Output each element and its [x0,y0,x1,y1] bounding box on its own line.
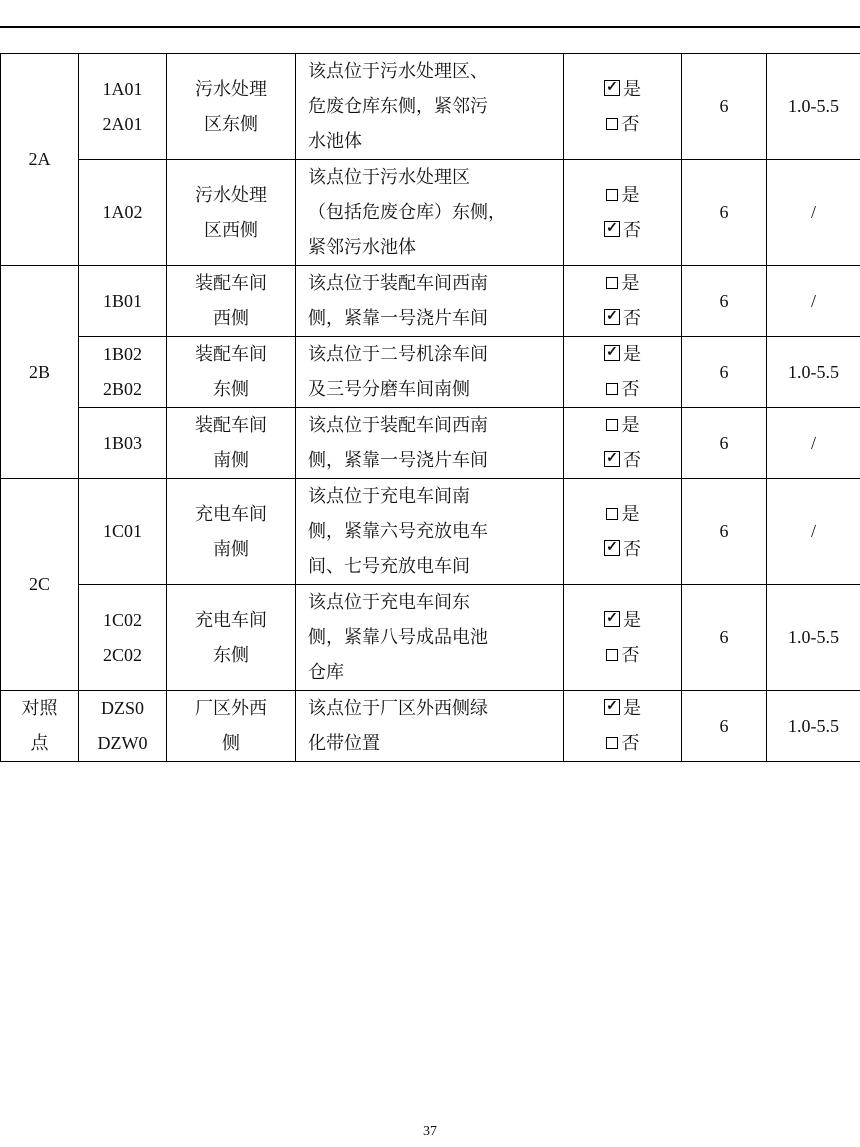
table-row [1,160,860,266]
empty-box-icon[interactable] [606,737,618,749]
yes-no-cell [564,54,682,160]
depth-range: 1.0-5.5 [788,361,839,382]
no-label: 否 [621,644,640,666]
point-code: 1B02 [102,344,142,364]
point-code-cell [79,337,167,408]
sample-count: 6 [719,627,729,647]
location-text: 厂区外西 [195,698,267,719]
point-code: DZS0 [100,698,144,718]
no-option[interactable] [564,532,681,567]
location-text: 侧 [222,733,240,754]
no-option[interactable] [564,107,681,142]
point-code-cell [79,54,167,160]
empty-box-icon[interactable] [606,419,618,431]
depth-cell [767,266,860,337]
point-code: 1C01 [102,521,142,541]
sample-count: 6 [719,521,729,541]
group-label: 对照 [21,698,58,719]
yes-option[interactable] [564,603,681,638]
location-text: 西侧 [213,308,249,329]
location-text: 装配车间 [195,273,267,294]
yes-option[interactable] [564,337,681,372]
no-label: 否 [623,219,641,241]
description-text: 侧，紧靠六号充放电车 [308,521,488,542]
yes-no-cell [564,408,682,479]
sample-count: 6 [719,202,729,222]
yes-label: 是 [621,415,640,436]
depth-range: 1.0-5.5 [788,715,839,736]
location-text: 南侧 [213,538,249,560]
description-text: 该点位于充电车间南 [308,486,470,507]
empty-box-icon[interactable] [606,649,618,661]
group-id-cell [1,691,79,762]
description-text: 间、七号充放电车间 [308,556,470,577]
group-id-cell [1,54,79,266]
location-text: 区西侧 [204,219,258,241]
no-option[interactable] [564,638,681,673]
location-text: 污水处理 [195,184,267,206]
description-text: 该点位于装配车间西南 [308,415,488,436]
group-id-cell [1,479,79,691]
sampling-point-table [0,53,860,762]
no-label: 否 [621,733,640,754]
location-text: 充电车间 [195,609,267,631]
point-code: DZW0 [97,733,148,753]
table-row [1,54,860,160]
point-code: 1C02 [102,609,142,630]
sample-count-cell [682,54,767,160]
no-option[interactable] [564,372,681,407]
group-label: 点 [30,733,49,754]
depth-range: / [810,521,816,541]
checked-box-icon[interactable]: ✓ [604,540,620,556]
yes-label: 是 [623,344,641,365]
point-code-cell [79,691,167,762]
point-code: 2C02 [102,644,142,665]
sample-count-cell [682,691,767,762]
sample-count: 6 [719,715,729,736]
checked-box-icon[interactable]: ✓ [604,221,620,237]
location-cell [167,266,296,337]
yes-no-cell [564,585,682,691]
location-cell [167,479,296,585]
depth-cell [767,408,860,479]
sample-count-cell [682,160,767,266]
location-cell [167,408,296,479]
checked-box-icon[interactable]: ✓ [604,309,620,325]
yes-no-cell [564,337,682,408]
location-cell [167,691,296,762]
sample-count: 6 [719,96,729,116]
location-text: 装配车间 [195,415,267,436]
description-cell [296,408,564,479]
depth-cell [767,54,860,160]
point-code-cell [79,160,167,266]
yes-label: 是 [621,184,640,206]
empty-box-icon[interactable] [606,383,618,395]
location-text: 污水处理 [195,78,267,100]
description-text: 仓库 [308,662,344,683]
yes-option[interactable] [564,266,681,301]
sample-count: 6 [719,361,729,382]
empty-box-icon[interactable] [606,189,618,201]
empty-box-icon[interactable] [606,277,618,289]
point-code: 2A01 [102,113,143,134]
description-text: 侧，紧靠一号浇片车间 [308,450,488,471]
yes-label: 是 [621,273,640,294]
page-number: 37 [423,1124,437,1139]
empty-box-icon[interactable] [606,508,618,520]
depth-cell [767,337,860,408]
yes-label: 是 [623,698,641,719]
description-text: 侧，紧靠八号成品电池 [308,627,488,648]
depth-cell [767,160,860,266]
description-text: 紧邻污水池体 [308,237,416,258]
description-text: 该点位于充电车间东 [308,592,470,613]
checked-box-icon[interactable]: ✓ [604,80,620,96]
yes-option[interactable] [564,178,681,213]
description-text: 及三号分磨车间南侧 [308,379,470,400]
no-label: 否 [623,450,641,471]
point-code: 1B03 [102,432,142,453]
sample-count-cell [682,266,767,337]
sample-count-cell [682,479,767,585]
point-code: 1A01 [102,78,143,99]
location-cell [167,54,296,160]
location-text: 南侧 [213,450,249,471]
description-text: 该点位于二号机涂车间 [308,344,488,365]
table-row [1,266,860,337]
depth-range: / [810,432,816,453]
yes-no-cell [564,479,682,585]
no-label: 否 [623,308,641,329]
sample-count-cell [682,337,767,408]
sample-count-cell [682,585,767,691]
description-cell [296,266,564,337]
description-cell [296,479,564,585]
checked-box-icon[interactable]: ✓ [604,699,620,715]
checked-box-icon[interactable]: ✓ [604,345,620,361]
table-row [1,408,860,479]
sample-count: 6 [719,290,729,311]
yes-label: 是 [621,503,640,525]
location-cell [167,337,296,408]
empty-box-icon[interactable] [606,118,618,130]
location-cell [167,585,296,691]
no-option[interactable] [564,726,681,761]
depth-range: / [810,202,816,222]
description-cell [296,337,564,408]
yes-option[interactable] [564,408,681,443]
yes-no-cell [564,160,682,266]
description-text: 该点位于污水处理区 [308,167,470,188]
point-code: 1A02 [102,202,143,222]
depth-cell [767,691,860,762]
depth-range: 1.0-5.5 [788,96,839,116]
description-text: 化带位置 [308,733,380,754]
no-option[interactable] [564,443,681,478]
description-cell [296,160,564,266]
description-text: 该点位于装配车间西南 [308,273,488,294]
header-rule [0,26,860,28]
group-label: 2A [28,149,51,169]
table-row [1,337,860,408]
description-text: 危废仓库东侧，紧邻污 [308,96,488,117]
checked-box-icon[interactable]: ✓ [604,611,620,627]
depth-cell [767,479,860,585]
location-text: 装配车间 [195,344,267,365]
yes-no-cell [564,691,682,762]
description-text: 水池体 [308,131,362,152]
description-cell [296,691,564,762]
point-code: 2B02 [102,379,142,399]
group-id-cell [1,266,79,479]
table-row [1,585,860,691]
depth-cell [767,585,860,691]
location-cell [167,160,296,266]
table-row [1,691,860,762]
no-label: 否 [623,538,641,560]
group-label: 2B [28,361,50,382]
point-code-cell [79,585,167,691]
yes-option[interactable] [564,72,681,107]
yes-label: 是 [623,609,641,631]
point-code-cell [79,479,167,585]
group-label: 2C [28,574,50,594]
checked-box-icon[interactable]: ✓ [604,451,620,467]
depth-range: / [810,290,816,311]
description-text: （包括危废仓库）东侧， [308,202,506,223]
depth-range: 1.0-5.5 [788,627,839,647]
point-code: 1B01 [102,290,142,311]
point-code-cell [79,266,167,337]
location-text: 东侧 [213,644,249,666]
table-row [1,479,860,585]
sample-count-cell [682,408,767,479]
sample-count: 6 [719,432,729,453]
location-text: 区东侧 [204,113,258,135]
yes-no-cell [564,266,682,337]
yes-option[interactable] [564,497,681,532]
no-option[interactable] [564,213,681,248]
description-cell [296,585,564,691]
description-cell [296,54,564,160]
yes-label: 是 [623,78,641,100]
no-option[interactable] [564,301,681,336]
no-label: 否 [621,113,640,135]
location-text: 充电车间 [195,503,267,525]
description-text: 该点位于污水处理区、 [308,61,488,82]
description-text: 该点位于厂区外西侧绿 [308,698,488,719]
point-code-cell [79,408,167,479]
description-text: 侧，紧靠一号浇片车间 [308,308,488,329]
yes-option[interactable] [564,691,681,726]
no-label: 否 [621,379,640,400]
location-text: 东侧 [213,379,249,400]
